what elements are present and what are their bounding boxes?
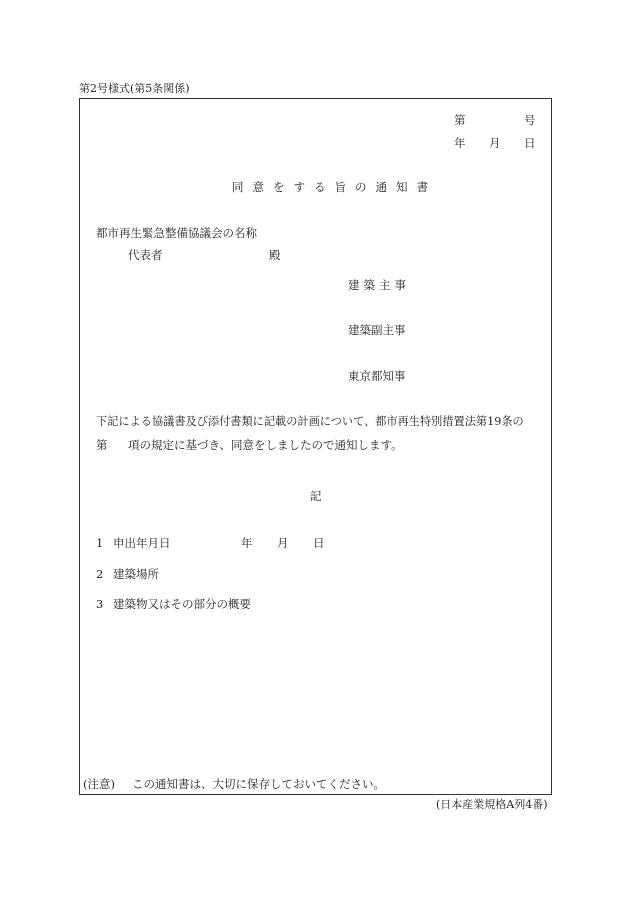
- vice-building-official-label: 建築副主事: [348, 323, 406, 337]
- item-1-label: 申出年月日: [113, 536, 171, 550]
- item-1-number: 1: [96, 536, 104, 550]
- body-text-line2-prefix: 第: [96, 438, 108, 452]
- application-year: 年: [241, 536, 253, 550]
- header-year: 年: [454, 136, 466, 150]
- item-3-number: 3: [96, 597, 104, 611]
- document-title: 同意をする旨の通知書: [232, 180, 437, 194]
- body-text-line1: 下記による協議書及び添付書類に記載の計画について、都市再生特別措置法第19条の: [96, 415, 524, 428]
- paper-size-label: (日本産業規格A列4番): [436, 798, 548, 811]
- form-label: 第2号様式(第5条関係): [79, 82, 190, 95]
- header-day: 日: [524, 136, 536, 150]
- item-2-number: 2: [96, 567, 104, 581]
- representative-label: 代表者: [128, 248, 163, 262]
- number-prefix: 第: [454, 113, 466, 127]
- ki-label: 記: [310, 489, 322, 503]
- header-month: 月: [489, 136, 501, 150]
- application-day: 日: [313, 536, 325, 550]
- governor-label: 東京都知事: [348, 369, 406, 383]
- note-label: (注意): [83, 777, 115, 791]
- council-name-label: 都市再生緊急整備協議会の名称: [96, 226, 257, 240]
- honorific-label: 殿: [269, 248, 281, 262]
- item-2-label: 建築場所: [113, 567, 159, 581]
- note-text: この通知書は、大切に保存しておいてください。: [132, 777, 385, 791]
- number-suffix: 号: [524, 113, 536, 127]
- item-3-label: 建築物又はその部分の概要: [113, 597, 251, 611]
- body-text-line2: 項の規定に基づき、同意をしましたので通知します。: [128, 438, 403, 452]
- building-official-label: 建築主事: [348, 278, 410, 292]
- application-month: 月: [277, 536, 289, 550]
